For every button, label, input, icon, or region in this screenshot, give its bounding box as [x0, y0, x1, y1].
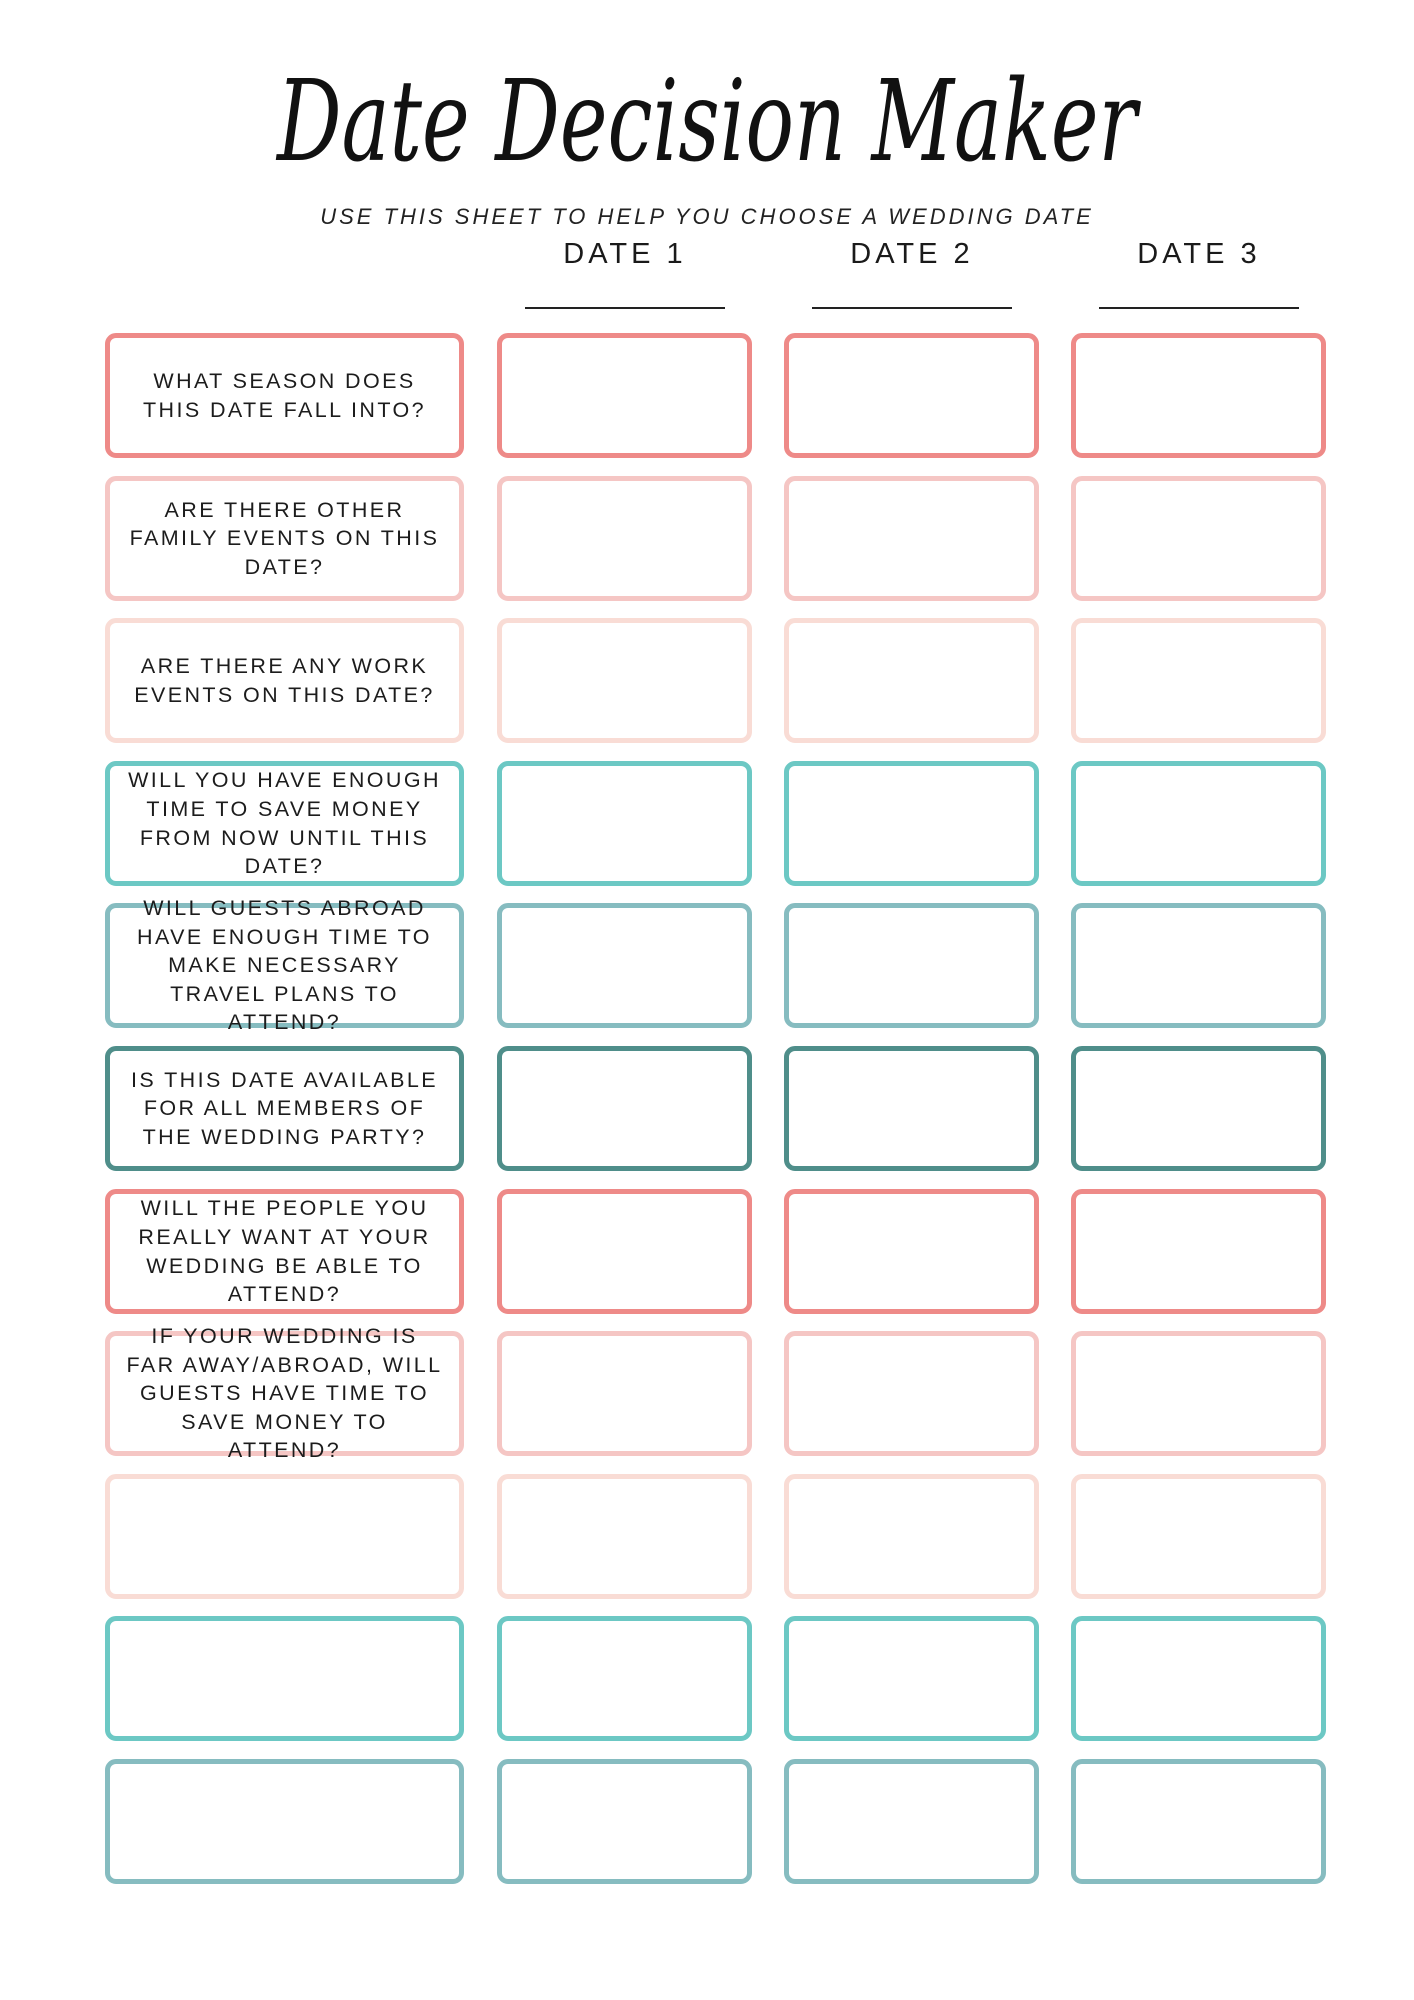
date-3-header: DATE 3	[1137, 238, 1261, 270]
date-3-answer-box[interactable]	[1071, 1759, 1326, 1884]
date-3-answer-box[interactable]	[1071, 618, 1326, 743]
date-2-answer-box[interactable]	[784, 761, 1039, 886]
date-1-answer-box[interactable]	[497, 1616, 752, 1741]
question-box: WHAT SEASON DOES THIS DATE FALL INTO?	[105, 333, 464, 458]
date-3-answer-box[interactable]	[1071, 1189, 1326, 1314]
date-2-answer-box[interactable]	[784, 333, 1039, 458]
date-3-answer-box[interactable]	[1071, 1616, 1326, 1741]
date-1-answer-box[interactable]	[497, 903, 752, 1028]
date-2-answer-box[interactable]	[784, 1189, 1039, 1314]
question-box[interactable]	[105, 1759, 464, 1884]
date-3-field[interactable]	[1099, 307, 1299, 309]
question-box: IS THIS DATE AVAILABLE FOR ALL MEMBERS OF THE WEDDING PARTY?	[105, 1046, 464, 1171]
date-2-answer-box[interactable]	[784, 1759, 1039, 1884]
date-2-answer-box[interactable]	[784, 1474, 1039, 1599]
date-3-answer-box[interactable]	[1071, 903, 1326, 1028]
date-2-answer-box[interactable]	[784, 1616, 1039, 1741]
date-3-answer-box[interactable]	[1071, 761, 1326, 886]
date-1-answer-box[interactable]	[497, 761, 752, 886]
date-2-answer-box[interactable]	[784, 476, 1039, 601]
page-title	[0, 28, 1414, 218]
date-2-field[interactable]	[812, 307, 1012, 309]
date-1-answer-box[interactable]	[497, 1046, 752, 1171]
date-3-answer-box[interactable]	[1071, 1331, 1326, 1456]
date-3-answer-box[interactable]	[1071, 333, 1326, 458]
question-box: WILL THE PEOPLE YOU REALLY WANT AT YOUR WEDDING BE ABLE TO ATTEND?	[105, 1189, 464, 1314]
question-box: WILL GUESTS ABROAD HAVE ENOUGH TIME TO MAKE NECESSARY TRAVEL PLANS TO ATTEND?	[105, 903, 464, 1028]
page-subtitle: USE THIS SHEET TO HELP YOU CHOOSE A WEDDING DATE	[320, 204, 1094, 229]
date-1-header: DATE 1	[563, 238, 687, 270]
date-2-answer-box[interactable]	[784, 1331, 1039, 1456]
question-box: WILL YOU HAVE ENOUGH TIME TO SAVE MONEY FROM NOW UNTIL THIS DATE?	[105, 761, 464, 886]
date-1-answer-box[interactable]	[497, 333, 752, 458]
date-1-answer-box[interactable]	[497, 1474, 752, 1599]
date-3-answer-box[interactable]	[1071, 1046, 1326, 1171]
date-1-answer-box[interactable]	[497, 1331, 752, 1456]
date-2-answer-box[interactable]	[784, 903, 1039, 1028]
question-box: IF YOUR WEDDING IS FAR AWAY/ABROAD, WILL GUESTS HAVE TIME TO SAVE MONEY TO ATTEND?	[105, 1331, 464, 1456]
date-1-answer-box[interactable]	[497, 1189, 752, 1314]
date-3-answer-box[interactable]	[1071, 1474, 1326, 1599]
page-title-text: Date Decision Maker	[275, 57, 1142, 187]
question-box: ARE THERE OTHER FAMILY EVENTS ON THIS DATE?	[105, 476, 464, 601]
question-box: ARE THERE ANY WORK EVENTS ON THIS DATE?	[105, 618, 464, 743]
question-box[interactable]	[105, 1616, 464, 1741]
date-2-header: DATE 2	[850, 238, 974, 270]
date-2-answer-box[interactable]	[784, 618, 1039, 743]
date-1-field[interactable]	[525, 307, 725, 309]
question-box[interactable]	[105, 1474, 464, 1599]
date-1-answer-box[interactable]	[497, 618, 752, 743]
date-2-answer-box[interactable]	[784, 1046, 1039, 1171]
date-1-answer-box[interactable]	[497, 1759, 752, 1884]
date-3-answer-box[interactable]	[1071, 476, 1326, 601]
date-1-answer-box[interactable]	[497, 476, 752, 601]
